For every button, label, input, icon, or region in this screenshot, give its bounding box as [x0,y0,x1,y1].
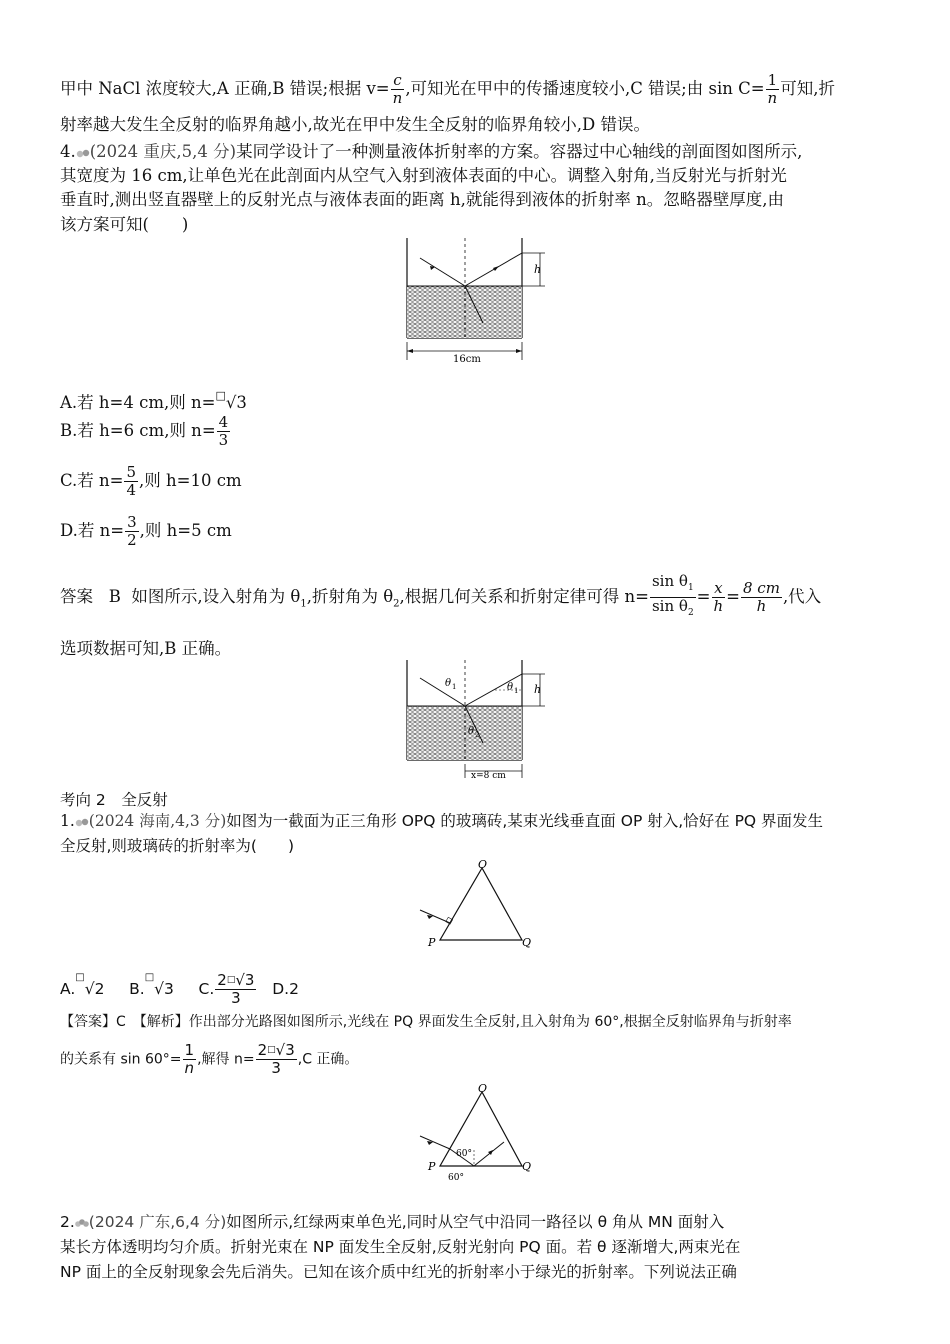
q4-line-3: 垂直时,测出竖直器壁上的反射光点与液体表面的距离 h,就能得到液体的折射率 n。忽略器壁厚度,由 [60,190,784,209]
question-number: 4. [60,142,76,161]
text: ,折射角为 θ [306,587,394,606]
q4-answer-line-2: 选项数据可知,B 正确。 [60,639,232,658]
difficulty-star-icon [75,1218,89,1228]
fraction: $\frac{1}{n}$ [184,1041,195,1077]
text: 如图所示,红绿两束单色光,同时从空气中沿同一路径以 θ 角从 MN 面射入 [226,1213,725,1231]
text: 可知,折 [780,79,835,98]
sqrt-icon: √ [225,393,237,412]
question-number: 2. [60,1213,75,1231]
x-label: x=8 cm [471,771,506,781]
svg-text:1: 1 [452,683,457,691]
theta1-label-2: θ [507,682,514,693]
text: ,则 h=10 cm [139,471,242,490]
fraction-8cm-h: $\frac{8 cm}{h}$ [743,579,780,615]
question-number: 1. [60,812,75,830]
text: A.若 h=4 cm,则 n= [60,393,216,412]
answer-figure [395,660,555,782]
text: ,根据几何关系和折射定律可得 n= [399,587,649,606]
theta2-label: θ [468,726,475,737]
text: ,C 正确。 [297,1051,359,1068]
q4-answer-line-1 [60,573,890,622]
q2-line-3: NP 面上的全反射现象会先后消失。已知在该介质中红光的折射率小于绿光的折射率。下列说法正确 [60,1263,737,1281]
h-label: h [534,683,542,696]
theta1-label: θ [445,678,452,689]
h-label: h [534,263,542,276]
text: 某同学设计了一种测量液体折射率的方案。容器过中心轴线的剖面图如图所示, [236,142,803,161]
fraction: $\frac{5}{4}$ [126,463,137,499]
q1-line-1 [60,810,890,832]
text: = [696,587,711,606]
subscript: 2 [393,598,400,610]
vertex-q-label: Q [522,1160,532,1173]
option-d [60,514,232,549]
text: 3 [164,980,174,998]
q4-line-4: 该方案可知( ) [60,215,189,234]
option-c [60,464,242,499]
text: ,可知光在甲中的传播速度较小,C 错误;由 sin C= [405,79,765,98]
fraction: $\frac{3}{2}$ [127,513,137,549]
subscript: 1 [300,598,307,610]
difficulty-star-icon [75,817,89,827]
q2-line-2: 某长方体透明均匀介质。折射光束在 NP 面发生全反射,反射光射向 PQ 面。若 θ 逐渐增大,两束光在 [60,1238,741,1256]
prev-answer-line-1 [60,72,890,107]
question-source: (2024 重庆,5,4 分) [89,142,237,161]
text: 甲中 NaCl 浓度较大,A 正确,B 错误;根据 v= [60,79,390,98]
text: 的关系有 sin 60°= [60,1051,182,1068]
q4-line-2: 其宽度为 16 cm,让单色光在此剖面内从空气入射到液体表面的中心。调整入射角,当反射光与折射光 [60,166,787,185]
triangle-answer-figure [418,1080,538,1188]
q1-answer-line-2 [60,1042,890,1077]
q4-line-1 [60,141,890,163]
text: 3 [236,393,247,412]
fraction: $\frac{4}{3}$ [218,413,229,449]
text: B.若 h=6 cm,则 n= [60,421,216,440]
text: 如图所示,设入射角为 θ [131,587,301,606]
width-label: 16cm [453,354,481,365]
answer-letter: B [108,587,121,606]
text: = [726,587,740,606]
svg-text:2: 2 [475,731,480,739]
option-b [60,414,231,449]
angle-60-label-2: 60° [448,1173,464,1183]
fraction: $\frac{2^□√3}{3}$ [217,971,255,1007]
q1-line-2: 全反射,则玻璃砖的折射率为( ) [60,837,295,855]
container-figure [395,238,555,365]
fraction-1-over-n: $\frac{1}{n}$ [767,71,778,107]
option-a: A. [60,980,76,998]
triangle-figure [418,858,538,950]
difficulty-star-icon [76,148,90,158]
text: D.若 n= [60,521,125,540]
fraction-sin: $\frac{\sin \theta_1}{\sin \theta_2}$ [651,572,694,618]
option-a: A.若 h=4 cm,则 n=□√3 [60,389,247,412]
text: ,代入 [782,587,822,606]
vertex-p-label: P [428,1160,436,1173]
question-source: (2024 广东,6,4 分) [88,1213,227,1231]
fraction: $\frac{2^□√3}{3}$ [257,1041,295,1077]
q1-options: A.□√2 B.□√3 C. $\frac{2^□√3}{3}$ D.2 [60,971,299,1007]
section-heading: 考向 2 全反射 [60,791,168,809]
vertex-p-label: P [428,936,436,949]
text: ,则 h=5 cm [139,521,232,540]
text: 如图为一截面为正三角形 OPQ 的玻璃砖,某束光线垂直面 OP 射入,恰好在 PQ 界面发生 [226,812,824,830]
q1-answer-line-1: 【答案】C 【解析】作出部分光路图如图所示,光线在 PQ 界面发生全反射,且入射角为 60°,根据全反射临界角与折射率 [60,1014,792,1030]
option-c: C. [198,980,215,998]
sqrt-icon: √ [84,980,95,998]
answer-label: 答案 [60,587,93,606]
text: ,解得 n= [197,1051,255,1068]
fraction-c-over-n: $\frac{c}{n}$ [392,71,403,107]
question-source: (2024 海南,4,3 分) [88,812,227,830]
vertex-o-label: O [478,1082,488,1095]
option-b: B. [129,980,145,998]
vertex-o-label: O [478,858,488,871]
angle-60-label: 60° [456,1149,472,1159]
vertex-q-label: Q [522,936,532,949]
text: C.若 n= [60,471,124,490]
q2-line-1 [60,1211,890,1233]
option-d: D.2 [272,980,299,998]
svg-text:1: 1 [514,687,519,695]
prev-answer-line-2: 射率越大发生全反射的临界角越小,故光在甲中发生全反射的临界角较小,D 错误。 [60,115,650,134]
sqrt-icon: √ [154,980,165,998]
fraction-x-h: $\frac{x}{h}$ [713,579,724,615]
text: 2 [94,980,105,998]
